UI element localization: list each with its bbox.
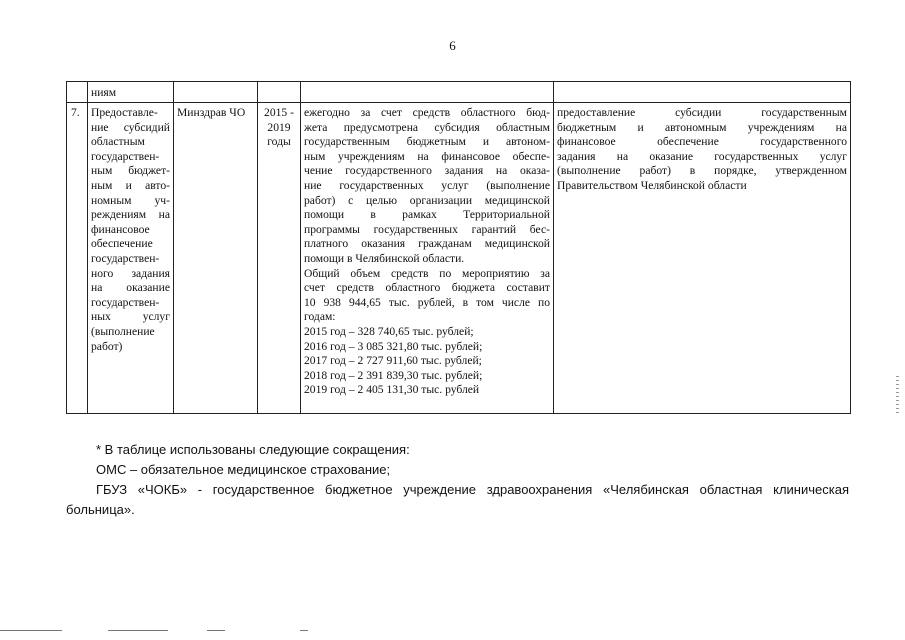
measure-line: работ) <box>91 339 123 353</box>
description-line: счет средств областного бюджета составит <box>304 281 550 295</box>
scan-mark <box>300 630 308 631</box>
measures-table <box>66 81 851 414</box>
scan-edge-dots <box>896 376 899 414</box>
description-line: ным учреждениям на финансовое обеспе- <box>304 149 550 163</box>
cell-empty <box>554 82 851 103</box>
description-line: 2015 год – 328 740,65 тыс. рублей; <box>304 324 474 338</box>
result-line: предоставление субсидии государственным <box>557 106 847 119</box>
description-line: 10 938 944,65 тыс. рублей, в том числе по <box>304 295 550 309</box>
measure-line: на оказание <box>91 281 170 295</box>
measure-line: ным и авто- <box>91 178 170 192</box>
measure-line: ных услуг <box>91 310 170 324</box>
result-line: бюджетным и автономным учреждениям на <box>557 120 847 134</box>
description-line: чение государственного задания на оказа- <box>304 164 550 178</box>
years-line: годы <box>267 135 291 149</box>
description-line: жета предусмотрена субсидия областным <box>304 120 550 134</box>
measure-line: обеспечение <box>91 237 153 251</box>
scan-mark <box>207 630 225 631</box>
result-line: (выполнение работ) в порядке, утвержденном <box>557 164 847 178</box>
measure-line: областным <box>91 135 145 149</box>
measure-line: Предоставле- <box>91 106 158 119</box>
description-line: годам: <box>304 310 336 324</box>
measure-description <box>301 103 554 414</box>
measure-line: ного задания <box>91 266 170 280</box>
measure-line: финансовое <box>91 222 150 236</box>
description-line: 2017 год – 2 727 911,60 тыс. рублей; <box>304 354 482 368</box>
expected-result <box>554 103 851 414</box>
description-line: ежегодно за счет средств областного бюд- <box>304 106 550 119</box>
measure-line: ным бюджет- <box>91 164 170 178</box>
description-line: работ) с целью организации медицинской <box>304 193 550 207</box>
measure-line: государствен- <box>91 295 160 309</box>
measure-line: государствен- <box>91 251 160 265</box>
notes-heading: * В таблице использованы следующие сокращения: <box>96 442 410 457</box>
description-line: платного оказания гражданам медицинской <box>304 237 550 251</box>
measure-line: реждениям на <box>91 208 170 222</box>
result-line: финансовое обеспечение государственного <box>557 135 847 149</box>
description-line: Общий объем средств по мероприятию за <box>304 266 550 280</box>
description-line: помощи в Челябинской области. <box>304 251 465 265</box>
cell-empty <box>174 82 258 103</box>
measure-line: номным уч- <box>91 193 170 207</box>
scan-mark <box>108 630 168 631</box>
description-line: 2018 год – 2 391 839,30 тыс. рублей; <box>304 368 483 382</box>
years <box>258 103 301 414</box>
scan-bottom-edge <box>0 630 905 634</box>
measure-line: ние субсидий <box>91 120 170 134</box>
continuation-text: ниям <box>91 86 117 99</box>
note-oms: ОМС – обязательное медицинское страхование; <box>96 462 391 477</box>
result-line: Правительством Челябинской области <box>557 178 747 192</box>
years-line: 2015 - <box>264 106 294 119</box>
description-line: государственным бюджетным и автоном- <box>304 135 550 149</box>
cell-empty <box>301 82 554 103</box>
note-gbuz-continuation: больница». <box>66 502 135 517</box>
table-row <box>67 103 851 414</box>
result-line: задания на оказание государственных услуг <box>557 149 847 163</box>
measure-line: государствен- <box>91 149 160 163</box>
cell-measure-continuation <box>88 82 174 103</box>
years-line: 2019 <box>267 120 291 134</box>
executor: Минздрав ЧО <box>174 103 258 414</box>
description-line: ние государственных услуг (выполнение <box>304 178 550 192</box>
measure-name <box>88 103 174 414</box>
description-line: помощи в рамках Территориальной <box>304 208 550 222</box>
row-number: 7. <box>67 103 88 414</box>
cell-empty <box>67 82 88 103</box>
cell-empty <box>258 82 301 103</box>
continuation-row <box>67 82 851 103</box>
description-line: 2019 год – 2 405 131,30 тыс. рублей <box>304 383 480 397</box>
page-number: 6 <box>449 38 456 53</box>
scan-mark <box>0 630 62 631</box>
abbreviation-notes <box>66 440 849 520</box>
description-line: 2016 год – 3 085 321,80 тыс. рублей; <box>304 339 483 353</box>
description-line: программы государственных гарантий бес- <box>304 222 550 236</box>
measure-line: (выполнение <box>91 324 155 338</box>
note-gbuz: ГБУЗ «ЧОКБ» - государственное бюджетное учреждение здравоохранения «Челябинская областная клиническая <box>96 482 849 497</box>
